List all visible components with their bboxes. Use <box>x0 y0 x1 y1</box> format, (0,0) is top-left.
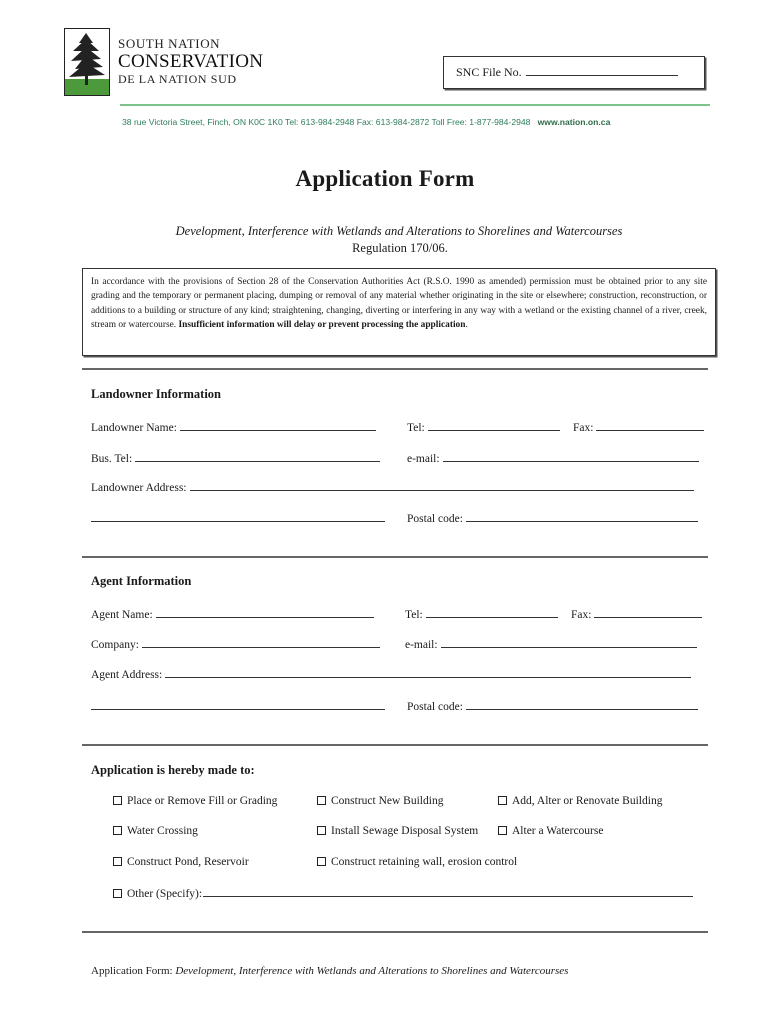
agent-address-line2-input[interactable] <box>91 699 385 710</box>
agent-address-field[interactable] <box>91 667 691 681</box>
option-label: Construct retaining wall, erosion control <box>331 856 518 868</box>
agent-name-input[interactable] <box>156 607 374 618</box>
agent-email-field[interactable] <box>405 637 697 651</box>
landowner-name-label: Landowner Name: <box>91 422 177 434</box>
landowner-address-input[interactable] <box>190 480 694 491</box>
option-water-crossing[interactable] <box>113 825 198 837</box>
option-label: Add, Alter or Renovate Building <box>512 795 663 807</box>
checkbox[interactable] <box>498 826 507 835</box>
landowner-postal-label: Postal code: <box>407 513 463 525</box>
checkbox[interactable] <box>317 796 326 805</box>
landowner-section-title: Landowner Information <box>91 387 221 401</box>
option-retaining-wall[interactable] <box>317 856 517 868</box>
snc-file-number-box <box>443 56 705 89</box>
pine-tree-icon <box>65 29 109 95</box>
company-label: Company: <box>91 639 139 651</box>
landowner-address-label: Landowner Address: <box>91 482 187 494</box>
agent-section-title: Agent Information <box>91 574 192 588</box>
option-other[interactable] <box>113 886 693 900</box>
landowner-fax-label: Fax: <box>573 422 594 434</box>
page-footer <box>91 965 568 977</box>
checkbox[interactable] <box>113 796 122 805</box>
header-divider <box>120 104 710 106</box>
landowner-tel-label: Tel: <box>407 422 425 434</box>
landowner-postal-field[interactable] <box>407 511 698 525</box>
landowner-address-field[interactable] <box>91 480 694 494</box>
landowner-fax-input[interactable] <box>596 420 704 431</box>
website-link[interactable]: www.nation.on.ca <box>537 117 611 127</box>
landowner-email-input[interactable] <box>443 451 699 462</box>
regulation-number: Regulation 170/06. <box>352 241 448 255</box>
checkbox[interactable] <box>498 796 507 805</box>
option-label: Water Crossing <box>127 825 198 837</box>
contact-address <box>122 117 610 127</box>
option-construct-pond[interactable] <box>113 856 249 868</box>
agent-postal-label: Postal code: <box>407 701 463 713</box>
agent-address-line2[interactable] <box>91 699 385 713</box>
org-name-line3: DE LA NATION SUD <box>118 72 237 86</box>
snc-logo <box>64 28 110 96</box>
form-subtitle: Development, Interference with Wetlands and Alterations to Shorelines and Watercourses <box>175 224 623 238</box>
section-divider <box>82 931 708 933</box>
section-divider <box>82 556 708 558</box>
bus-tel-field[interactable] <box>91 451 380 465</box>
file-no-label: SNC File No. <box>456 65 522 79</box>
landowner-tel-input[interactable] <box>428 420 560 431</box>
company-field[interactable] <box>91 637 380 651</box>
agent-postal-input[interactable] <box>466 699 698 710</box>
landowner-address-line2-input[interactable] <box>91 511 385 522</box>
agent-fax-field[interactable] <box>571 607 702 621</box>
option-label: Install Sewage Disposal System <box>331 825 479 837</box>
checkbox[interactable] <box>317 826 326 835</box>
application-section-title: Application is hereby made to: <box>91 763 255 777</box>
agent-postal-field[interactable] <box>407 699 698 713</box>
landowner-email-label: e-mail: <box>407 453 440 465</box>
agent-tel-field[interactable] <box>405 607 558 621</box>
option-label: Construct New Building <box>331 795 444 807</box>
landowner-name-field[interactable] <box>91 420 376 434</box>
checkbox[interactable] <box>113 889 122 898</box>
notice-end: . <box>465 319 468 330</box>
footer-text: Development, Interference with Wetlands and Alterations to Shorelines and Watercourses <box>175 965 569 977</box>
file-no-field[interactable] <box>526 65 678 76</box>
company-input[interactable] <box>142 637 380 648</box>
section-divider <box>82 744 708 746</box>
page-title: Application Form <box>295 166 475 191</box>
option-label: Construct Pond, Reservoir <box>127 856 249 868</box>
option-construct-new-building[interactable] <box>317 795 443 807</box>
checkbox[interactable] <box>113 857 122 866</box>
agent-address-input[interactable] <box>165 667 691 678</box>
agent-fax-label: Fax: <box>571 609 592 621</box>
option-alter-watercourse[interactable] <box>498 825 603 837</box>
option-place-remove-fill[interactable] <box>113 795 277 807</box>
checkbox[interactable] <box>113 826 122 835</box>
org-name-line1: SOUTH NATION <box>118 36 221 51</box>
org-name-line2: CONSERVATION <box>118 51 264 72</box>
option-label: Alter a Watercourse <box>512 825 604 837</box>
agent-fax-input[interactable] <box>594 607 702 618</box>
option-label: Place or Remove Fill or Grading <box>127 795 278 807</box>
landowner-fax-field[interactable] <box>573 420 704 434</box>
agent-name-label: Agent Name: <box>91 609 153 621</box>
section-divider <box>82 368 708 370</box>
agent-tel-label: Tel: <box>405 609 423 621</box>
checkbox[interactable] <box>317 857 326 866</box>
notice-text: In accordance with the provisions of Section 28 of the Conservation Authorities Act (R.S.O. 1990 as amended) permission must be obtained prior to any site grading and the temporary or permanent placing, dumping or removal of any material whether originating in the site or elsewhere; construction, reconstruction, or additions to a building or structure of any kind; straightening, changing, diverting or interfering in any way with a wetland or the existing channel of a river, creek, stream or watercourse. <box>91 277 707 330</box>
notice-warning: Insufficient information will delay or prevent processing the application <box>178 319 466 330</box>
landowner-postal-input[interactable] <box>466 511 698 522</box>
option-label: Other (Specify): <box>127 888 203 900</box>
landowner-address-line2[interactable] <box>91 511 385 525</box>
agent-email-input[interactable] <box>441 637 697 648</box>
legal-notice-box <box>82 268 716 356</box>
option-add-alter-renovate[interactable] <box>498 795 662 807</box>
agent-address-label: Agent Address: <box>91 669 163 681</box>
landowner-name-input[interactable] <box>180 420 376 431</box>
other-specify-input[interactable] <box>203 886 693 897</box>
landowner-email-field[interactable] <box>407 451 699 465</box>
bus-tel-input[interactable] <box>135 451 380 462</box>
agent-name-field[interactable] <box>91 607 374 621</box>
organization-name <box>118 37 263 85</box>
agent-tel-input[interactable] <box>426 607 558 618</box>
address-text: 38 rue Victoria Street, Finch, ON K0C 1K0 Tel: 613-984-2948 Fax: 613-984-2872 Toll Free: 1-877-984-2948 <box>122 117 531 127</box>
landowner-tel-field[interactable] <box>407 420 560 434</box>
footer-label: Application Form: <box>91 965 173 977</box>
agent-email-label: e-mail: <box>405 639 438 651</box>
bus-tel-label: Bus. Tel: <box>91 453 133 465</box>
option-install-sewage[interactable] <box>317 825 478 837</box>
